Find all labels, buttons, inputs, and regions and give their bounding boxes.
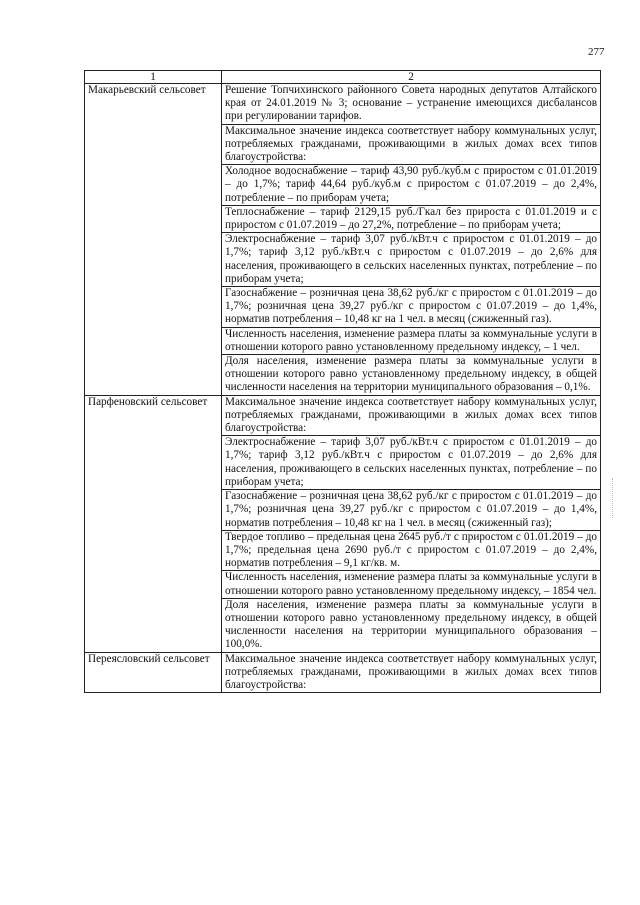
paragraph: Электроснабжение – тариф 3,07 руб./кВт.ч с приростом с 01.01.2019 – до 1,7%; тариф 3,12 руб./кВт.ч с приростом с 01.07.2019 – до 2,6% для населения, проживающего в сельских населенных пунктах, потребление – по приборам учета; (222, 435, 600, 489)
page-number: 277 (588, 46, 605, 58)
row-description (222, 84, 601, 396)
paragraph: Электроснабжение – тариф 3,07 руб./кВт.ч с приростом с 01.01.2019 – до 1,7%; тариф 3,12 руб./кВт.ч с приростом с 01.07.2019 – до 2,6% для населения, проживающего в сельских населенных пунктах, потребление – по приборам учета; (222, 232, 600, 286)
paragraph: Решение Топчихинского районного Совета народных депутатов Алтайского края от 24.01.2019 № 3; основание – устранение имеющихся дисбалансов при регулировании тарифов. (225, 84, 597, 123)
row-description (222, 395, 601, 652)
municipality-name: Макарьевский сельсовет (85, 84, 222, 396)
paragraph: Численность населения, изменение размера платы за коммунальные услуги в отношении которого равно установленному предельному индексу, – 1854 чел. (222, 570, 600, 597)
table-row (85, 84, 601, 396)
paragraph: Газоснабжение – розничная цена 38,62 руб./кг с приростом с 01.01.2019 – до 1,7%; розничная цена 39,27 руб./кг с приростом с 01.07.2019 – до 1,4%, норматив потребления – 10,48 кг на 1 чел. в месяц (сжиженный газ). (222, 286, 600, 327)
paragraph: Газоснабжение – розничная цена 38,62 руб./кг с приростом с 01.01.2019 – до 1,7%; розничная цена 39,27 руб./кг с приростом с 01.07.2019 – до 1,4%, норматив потребления – 10,48 кг на 1 чел. в месяц (сжиженный газ); (222, 489, 600, 530)
paragraph: Доля населения, изменение размера платы за коммунальные услуги в отношении которого равно установленному предельному индексу, в общей численности населения на территории муниципального образования – 100,0%. (222, 598, 600, 652)
municipality-name: Переясловский сельсовет (85, 652, 222, 693)
paragraph: Теплоснабжение – тариф 2129,15 руб./Гкал без прироста с 01.01.2019 и с приростом с 01.07.2019 – до 27,2%, потребление – по приборам учета; (222, 205, 600, 232)
column-header-2: 2 (222, 71, 601, 84)
table-row (85, 395, 601, 652)
paragraph: Максимальное значение индекса соответствует набору коммунальных услуг, потребляемых гражданами, проживающими в жилых домах всех типов благоустройства: (225, 395, 597, 435)
table-header-row (85, 71, 601, 84)
tariff-table (84, 70, 601, 693)
row-description (222, 652, 601, 693)
paragraph: Численность населения, изменение размера платы за коммунальные услуги в отношении которого равно установленному предельному индексу, – 1 чел. (222, 327, 600, 354)
column-header-1: 1 (85, 71, 222, 84)
scan-artifact (612, 478, 623, 518)
paragraph: Максимальное значение индекса соответствует набору коммунальных услуг, потребляемых гражданами, проживающими в жилых домах всех типов благоустройства: (225, 652, 597, 691)
table-row (85, 652, 601, 693)
paragraph: Максимальное значение индекса соответствует набору коммунальных услуг, потребляемых гражданами, проживающими в жилых домах всех типов благоустройства: (222, 124, 600, 165)
paragraph: Доля населения, изменение размера платы за коммунальные услуги в отношении которого равно установленному предельному индексу, в общей численности населения на территории муниципального образования – 0,1%. (222, 354, 600, 395)
paragraph: Твердое топливо – предельная цена 2645 руб./т с приростом с 01.01.2019 – до 1,7%; предельная цена 2690 руб./т с приростом с 01.07.2019 – до 2,4%, норматив потребления – 9,1 кг/кв. м. (222, 530, 600, 571)
municipality-name: Парфеновский сельсовет (85, 395, 222, 652)
paragraph: Холодное водоснабжение – тариф 43,90 руб./куб.м с приростом с 01.01.2019 – до 1,7%; тариф 44,64 руб./куб.м с приростом с 01.07.2019 – до 2,4%, потребление – по приборам учета; (222, 164, 600, 205)
